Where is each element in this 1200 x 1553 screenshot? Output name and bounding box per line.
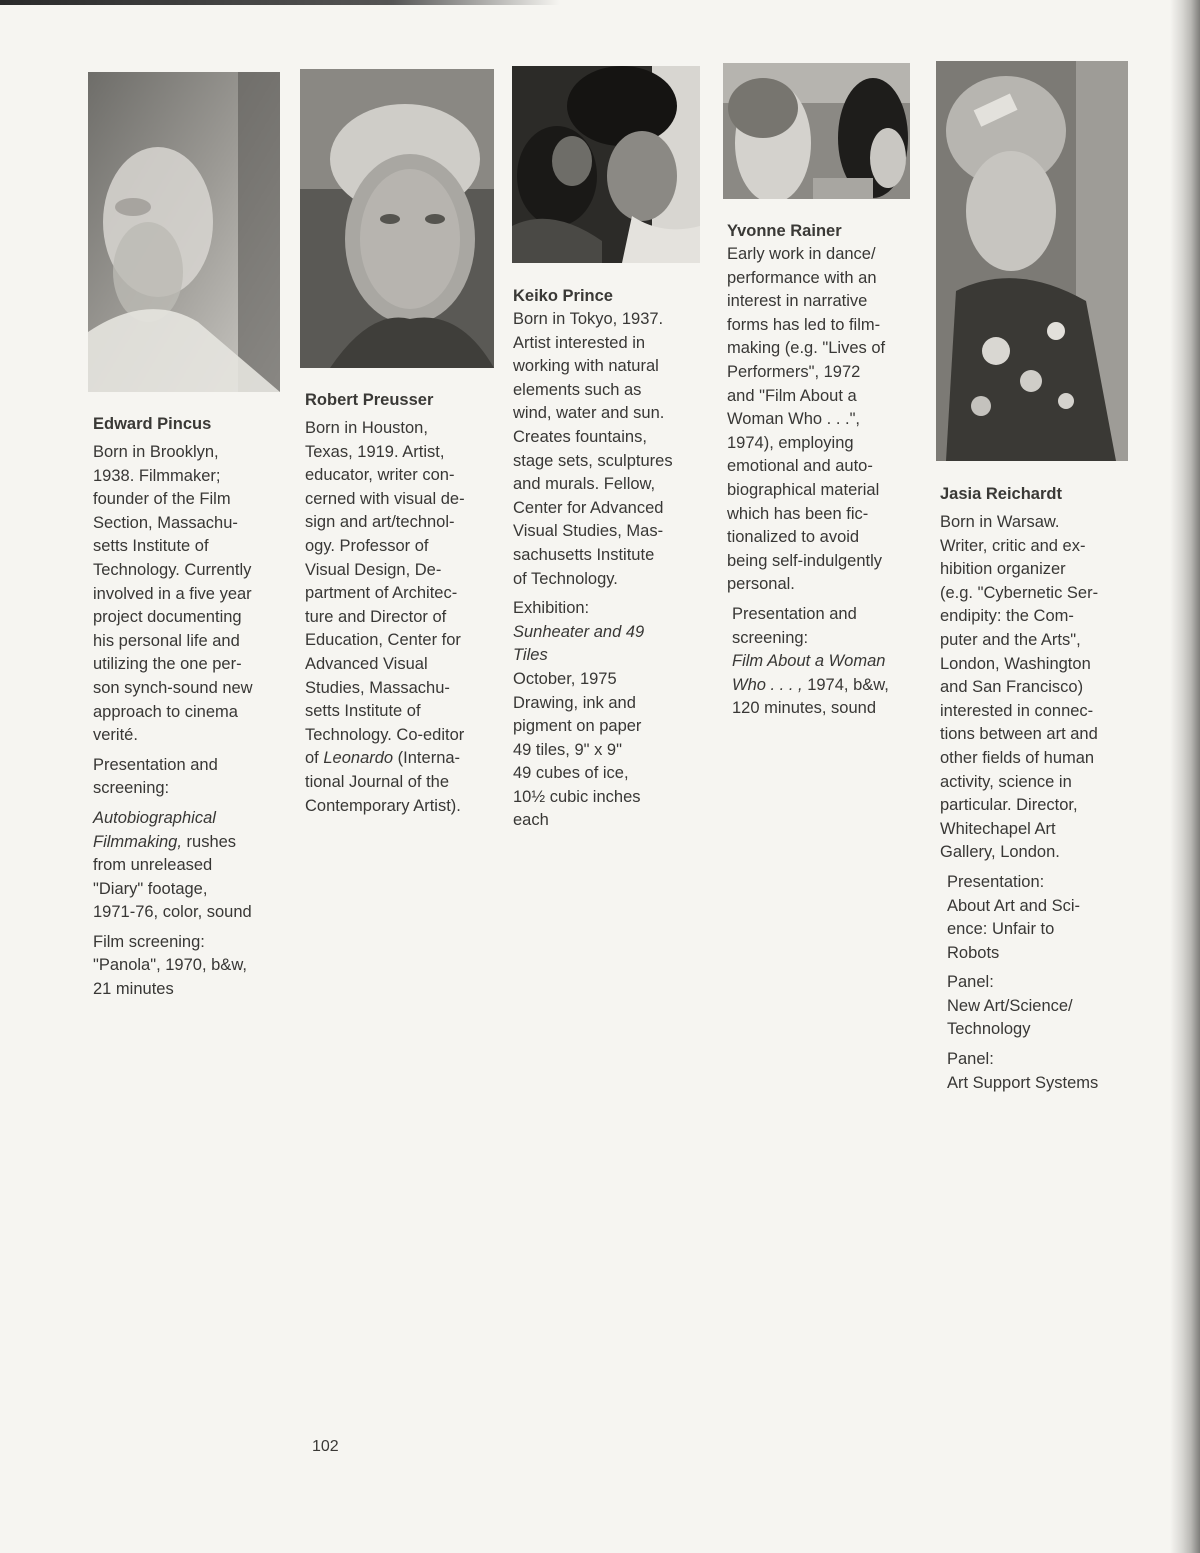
page-binding-shadow — [1170, 0, 1200, 1553]
column-edward-pincus — [93, 412, 288, 1002]
column-yvonne-rainer — [727, 219, 927, 721]
artist-name: Edward Pincus — [93, 415, 212, 433]
artist-bio: Early work in dance/ performance with an interest in narrative forms has led to film- making (e.g. "Lives of Performers", 1972 and "Film About a Woman Who . . .", 1974), employing emotional and auto- biographical material which has been fic- tionalized to avoid being self-indulgently personal. — [727, 245, 886, 594]
column-keiko-prince — [513, 284, 713, 833]
artist-bio-part2: (Interna- tional Journal of the Contemporary Artist). — [305, 749, 461, 815]
artist-name: Yvonne Rainer — [727, 222, 842, 240]
artist-bio: Born in Warsaw. Writer, critic and ex- hibition organizer (e.g. "Cybernetic Ser- endipity: the Com- puter and the Arts", London, Washington and San Francisco) interested in connec- tions between art and other fields of human activity, science in particular. Director, Whitechapel Art Gallery, London. — [940, 513, 1099, 862]
presentation-entry — [93, 807, 288, 925]
page-number: 102 — [312, 1438, 339, 1455]
artist-name: Jasia Reichardt — [940, 485, 1062, 503]
top-rule — [0, 0, 560, 5]
exhibition-title — [513, 621, 713, 668]
artist-bio-part1: Born in Houston, Texas, 1919. Artist, educator, writer con- cerned with visual de- sign and art/technol- ogy. Professor of Visual Design, De- partment of Architec- ture and Director of Education, Center for Advanced Visual Studies, Massachu- setts Institute of Technology. Co-editor of — [305, 419, 465, 768]
presentation-label: Presentation and screening: — [732, 604, 857, 647]
photo-jasia-reichardt — [936, 61, 1128, 461]
artist-name: Keiko Prince — [513, 287, 613, 305]
artist-bio: Born in Brooklyn, 1938. Filmmaker; founder of the Film Section, Massachu- setts Institute of Technology. Currently involved in a five year project documenting his personal life and utilizing the one per- son synch-sound new approach to cinema verité. — [93, 443, 253, 745]
presentation-label: Presentation: — [947, 872, 1045, 891]
film-screening-details: "Panola", 1970, b&w, 21 minutes — [93, 956, 247, 999]
artist-bio — [305, 417, 500, 818]
panel-label: Panel: — [947, 1050, 994, 1069]
presentation-details: About Art and Sci- ence: Unfair to Robots — [947, 896, 1080, 962]
artist-bio: Born in Tokyo, 1937. Artist interested in working with natural elements such as wind, water and sun. Creates fountains, stage sets, sculptures and murals. Fellow, Center for Advanced Visual Studies, Mas- sachusetts Institute of Technology. — [513, 310, 673, 588]
panel-details: New Art/Science/ Technology — [947, 996, 1073, 1039]
exhibition-title-text: Sunheater and 49 Tiles — [513, 622, 645, 665]
panel-details: Art Support Systems — [947, 1073, 1099, 1092]
presentation-title: Autobiographical Filmmaking, — [93, 808, 216, 851]
photo-robert-preusser — [300, 69, 494, 368]
column-jasia-reichardt — [940, 482, 1145, 1095]
photo-keiko-prince — [512, 66, 700, 263]
presentation-details: rushes from unreleased "Diary" footage, 1971-76, color, sound — [93, 832, 252, 922]
panel-label: Panel: — [947, 973, 994, 992]
presentation-details: 1974, b&w, 120 minutes, sound — [732, 675, 889, 718]
column-robert-preusser — [305, 388, 500, 818]
photo-yvonne-rainer — [723, 63, 910, 199]
journal-title: Leonardo — [323, 749, 394, 768]
presentation-entry — [732, 650, 927, 721]
exhibition-details: October, 1975 Drawing, ink and pigment on paper 49 tiles, 9" x 9" 49 cubes of ice, 10½ cubic inches each — [513, 669, 642, 830]
photo-edward-pincus — [88, 72, 280, 392]
presentation-label: Presentation and screening: — [93, 755, 218, 798]
film-screening-label: Film screening: — [93, 932, 205, 951]
exhibition-label: Exhibition: — [513, 599, 590, 618]
presentation-title: Film About a Woman Who . . . , — [732, 652, 886, 694]
artist-name: Robert Preusser — [305, 391, 434, 409]
